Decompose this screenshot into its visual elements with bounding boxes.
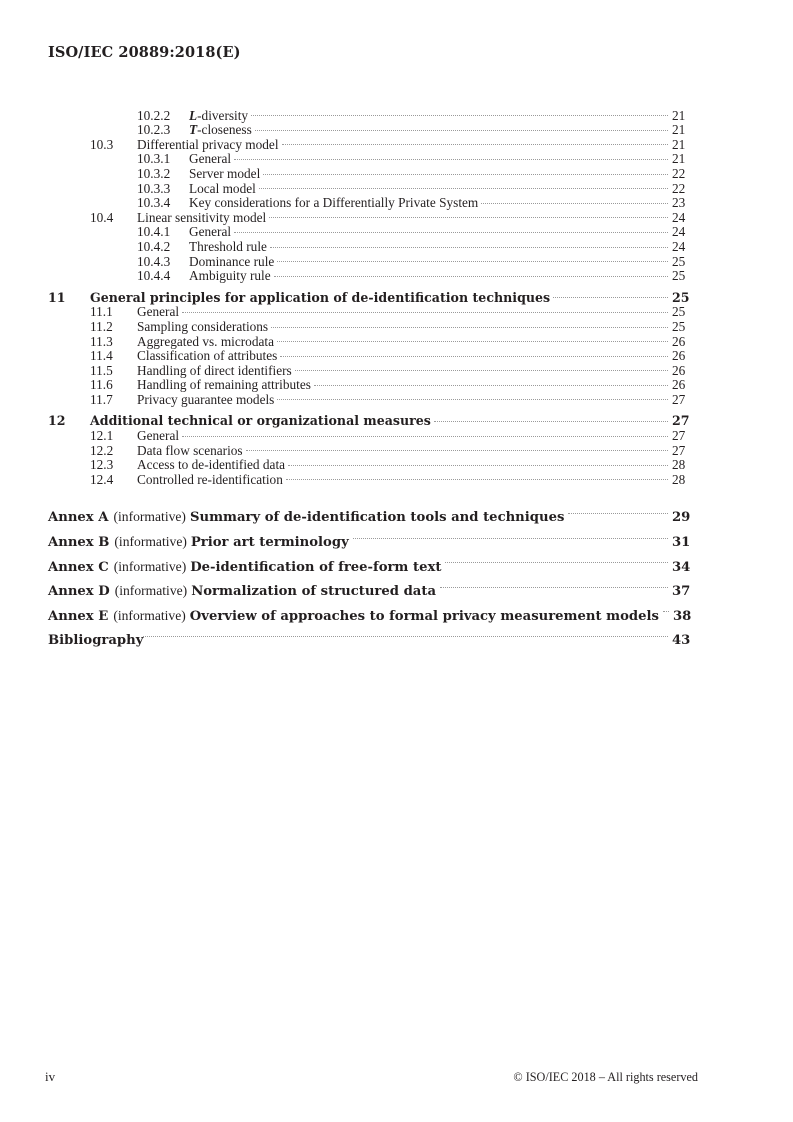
toc-entry-title: Linear sensitivity model bbox=[137, 209, 267, 225]
toc-entry-title: General bbox=[137, 304, 180, 320]
toc-entry[interactable] bbox=[48, 316, 698, 334]
toc-entry-page: 26 bbox=[672, 377, 686, 393]
toc-entry[interactable] bbox=[48, 266, 698, 284]
toc-annex-page: 43 bbox=[672, 633, 691, 649]
toc-entry-number: 11 bbox=[48, 289, 66, 305]
toc-entry-page: 28 bbox=[672, 457, 686, 473]
toc-entry-title: Dominance rule bbox=[189, 253, 275, 269]
toc-dot-leader bbox=[277, 331, 668, 346]
toc-dot-leader bbox=[182, 425, 668, 440]
toc-entry-number: 10.3.4 bbox=[137, 195, 171, 211]
toc-entry-title: Handling of remaining attributes bbox=[137, 377, 311, 393]
toc-dot-leader bbox=[271, 316, 668, 331]
toc-entry-page: 25 bbox=[672, 253, 686, 269]
toc-annex-entry[interactable] bbox=[48, 620, 698, 649]
toc-entry[interactable] bbox=[48, 360, 698, 378]
toc-entry-page: 25 bbox=[672, 268, 686, 284]
toc-dot-leader bbox=[440, 571, 668, 596]
toc-entry-page: 24 bbox=[672, 224, 686, 240]
toc-dot-leader bbox=[246, 440, 668, 455]
toc-entry-number: 11.4 bbox=[90, 348, 113, 364]
toc-entry-number: 10.4.2 bbox=[137, 238, 171, 254]
running-header-standard-ref: ISO/IEC 20889:2018(E) bbox=[48, 44, 241, 61]
toc-entry-page: 21 bbox=[672, 151, 686, 167]
toc-entry-page: 24 bbox=[672, 209, 686, 225]
toc-dot-leader bbox=[234, 222, 668, 237]
toc-entry-title: General bbox=[189, 151, 232, 167]
toc-annex-list bbox=[48, 497, 698, 649]
toc-entry[interactable] bbox=[48, 236, 698, 254]
toc-annex-title: Summary of de-identification tools and techniques bbox=[189, 510, 565, 526]
toc-annex-page: 37 bbox=[672, 584, 691, 600]
toc-entry-number: 12 bbox=[48, 413, 66, 429]
toc-entry-number: 11.1 bbox=[90, 304, 113, 320]
toc-entry-number: 12.3 bbox=[90, 457, 114, 473]
toc-annex-kind: (informative) bbox=[113, 558, 187, 574]
toc-entry-number: 10.3.3 bbox=[137, 180, 171, 196]
toc-dot-leader bbox=[277, 389, 668, 404]
toc-dot-leader bbox=[251, 105, 668, 120]
toc-dot-leader bbox=[314, 375, 668, 390]
toc-entry-page: 21 bbox=[672, 136, 686, 152]
toc-entry-number: 11.5 bbox=[90, 362, 113, 378]
toc-entry-title: Data flow scenarios bbox=[137, 442, 243, 458]
toc-entry-number: 11.3 bbox=[90, 333, 113, 349]
toc-entry-title-rest: -diversity bbox=[197, 107, 249, 123]
toc-entry[interactable] bbox=[48, 207, 698, 225]
toc-entry-page: 21 bbox=[672, 122, 686, 138]
toc-annex-title: Prior art terminology bbox=[190, 535, 349, 551]
toc-entry-title: Aggregated vs. microdata bbox=[137, 333, 274, 349]
toc-dot-leader bbox=[481, 193, 668, 208]
toc-entry[interactable] bbox=[48, 302, 698, 320]
toc-annex-kind: (informative) bbox=[114, 534, 187, 550]
toc-annex-kind: (informative) bbox=[114, 583, 188, 599]
toc-entry[interactable] bbox=[48, 120, 698, 138]
toc-entry-page: 27 bbox=[672, 413, 690, 429]
toc-entry-number: 12.1 bbox=[90, 428, 114, 444]
toc-dot-leader bbox=[445, 546, 668, 571]
toc-entry-page: 24 bbox=[672, 238, 686, 254]
toc-dot-leader bbox=[434, 411, 668, 426]
toc-entry[interactable] bbox=[48, 134, 698, 152]
toc-entry[interactable] bbox=[48, 375, 698, 393]
toc-annex-page: 31 bbox=[672, 535, 691, 551]
toc-entry-number: 12.2 bbox=[90, 442, 114, 458]
toc-entry-title-variable: L bbox=[189, 107, 198, 123]
toc-entry-title: Differential privacy model bbox=[137, 136, 279, 152]
toc-entry-title: Access to de-identified data bbox=[137, 457, 286, 473]
toc-annex-label: Annex A bbox=[48, 510, 109, 526]
toc-entry[interactable] bbox=[48, 193, 698, 211]
toc-entry-page: 26 bbox=[672, 333, 686, 349]
toc-annex-kind: (informative) bbox=[113, 509, 186, 525]
toc-entry-page: 28 bbox=[672, 471, 686, 487]
toc-entry-number: 12.4 bbox=[90, 471, 114, 487]
toc-entry-number: 10.4.4 bbox=[137, 268, 171, 284]
toc-annex-label: Annex B bbox=[48, 535, 110, 551]
toc-entry-page: 27 bbox=[672, 442, 686, 458]
toc-entry-page: 27 bbox=[672, 428, 686, 444]
toc-dot-leader bbox=[286, 469, 668, 484]
toc-entry-title bbox=[189, 123, 255, 138]
toc-dot-leader bbox=[270, 236, 668, 251]
toc-annex-title: Normalization of structured data bbox=[191, 584, 436, 600]
toc-entry-title: Privacy guarantee models bbox=[137, 391, 275, 407]
toc-entry-title: Ambiguity rule bbox=[189, 268, 271, 284]
toc-entry[interactable] bbox=[48, 149, 698, 167]
toc-entry-number: 10.4.3 bbox=[137, 253, 171, 269]
toc-entry-title-variable: T bbox=[189, 122, 198, 138]
toc-entry[interactable] bbox=[48, 163, 698, 181]
toc-entry-page: 25 bbox=[672, 289, 690, 305]
toc-dot-leader bbox=[182, 302, 668, 317]
toc-entry-title: Controlled re-identification bbox=[137, 471, 283, 487]
toc-entry-title: Handling of direct identifiers bbox=[137, 362, 292, 378]
toc-entry[interactable] bbox=[48, 469, 698, 487]
toc-annex-label: Annex E bbox=[48, 608, 109, 624]
toc-entry-title: Additional technical or organizational measures bbox=[90, 413, 431, 429]
toc-entry-list bbox=[48, 105, 698, 487]
toc-dot-leader bbox=[255, 120, 668, 135]
toc-entry-number: 10.2.3 bbox=[137, 122, 171, 138]
toc-entry-title bbox=[189, 109, 251, 124]
toc-entry[interactable] bbox=[48, 440, 698, 458]
toc-annex-page: 38 bbox=[672, 608, 692, 624]
toc-entry-page: 27 bbox=[672, 391, 686, 407]
toc-annex-title: Overview of approaches to formal privacy measurement models bbox=[189, 608, 659, 624]
toc-entry[interactable] bbox=[48, 105, 698, 123]
toc-dot-leader bbox=[282, 134, 668, 149]
toc-entry-page: 22 bbox=[672, 180, 686, 196]
toc-entry-page: 25 bbox=[672, 318, 686, 334]
footer-copyright: © ISO/IEC 2018 – All rights reserved bbox=[513, 1070, 698, 1084]
toc-entry-title: Classification of attributes bbox=[137, 348, 278, 364]
toc-entry[interactable] bbox=[48, 331, 698, 349]
toc-entry-title: Sampling considerations bbox=[137, 318, 269, 334]
toc-annex-kind: (informative) bbox=[113, 607, 186, 623]
toc-entry-page: 23 bbox=[672, 195, 686, 211]
toc-entry[interactable] bbox=[48, 455, 698, 473]
toc-entry-number: 11.7 bbox=[90, 391, 113, 407]
toc-entry-number: 10.4.1 bbox=[137, 224, 171, 240]
toc-entry[interactable] bbox=[48, 178, 698, 196]
toc-dot-leader bbox=[568, 497, 668, 522]
toc-dot-leader bbox=[274, 266, 668, 281]
toc-dot-leader bbox=[280, 346, 668, 361]
toc-entry-number: 11.6 bbox=[90, 377, 113, 393]
toc-entry-number: 10.3.2 bbox=[137, 165, 171, 181]
toc-entry-page: 26 bbox=[672, 362, 686, 378]
footer-page-number: iv bbox=[45, 1069, 56, 1084]
toc-entry-number: 10.4 bbox=[90, 209, 114, 225]
toc-dot-leader bbox=[288, 455, 668, 470]
toc-annex-title: De-identification of free-form text bbox=[190, 559, 442, 575]
toc-entry-page: 25 bbox=[672, 304, 686, 320]
toc-annex-page: 34 bbox=[672, 559, 691, 575]
table-of-contents bbox=[48, 105, 698, 649]
toc-dot-leader bbox=[553, 287, 668, 302]
toc-entry[interactable] bbox=[48, 389, 698, 407]
toc-entry-title: General principles for application of de-identification techniques bbox=[90, 289, 551, 305]
toc-dot-leader bbox=[269, 207, 668, 222]
toc-dot-leader bbox=[263, 163, 668, 178]
toc-entry[interactable] bbox=[48, 222, 698, 240]
toc-annex-label: Bibliography bbox=[48, 633, 144, 649]
toc-entry-title: Key considerations for a Differentially Private System bbox=[189, 195, 479, 211]
toc-annex-label: Annex C bbox=[48, 559, 109, 575]
toc-entry[interactable] bbox=[48, 287, 698, 305]
toc-dot-leader bbox=[353, 521, 668, 546]
toc-entry-title: Server model bbox=[189, 165, 261, 181]
toc-entry-number: 10.2.2 bbox=[137, 107, 171, 123]
toc-entry-number: 11.2 bbox=[90, 318, 113, 334]
toc-entry[interactable] bbox=[48, 346, 698, 364]
toc-entry-page: 26 bbox=[672, 348, 686, 364]
toc-entry-page: 21 bbox=[672, 107, 686, 123]
toc-dot-leader bbox=[143, 620, 668, 645]
toc-dot-leader bbox=[259, 178, 668, 193]
toc-annex-label: Annex D bbox=[48, 584, 110, 600]
toc-entry-number: 10.3.1 bbox=[137, 151, 171, 167]
toc-annex-entry[interactable] bbox=[48, 497, 698, 526]
toc-entry-title-rest: -closeness bbox=[197, 122, 252, 138]
toc-entry-number: 10.3 bbox=[90, 136, 114, 152]
toc-entry-page: 22 bbox=[672, 165, 686, 181]
toc-entry-title: Threshold rule bbox=[189, 238, 267, 254]
toc-entry[interactable] bbox=[48, 251, 698, 269]
toc-dot-leader bbox=[295, 360, 668, 375]
toc-entry[interactable] bbox=[48, 411, 698, 429]
toc-entry-title: Local model bbox=[189, 180, 256, 196]
toc-entry-title: General bbox=[189, 224, 232, 240]
toc-annex-page: 29 bbox=[672, 510, 691, 526]
toc-entry[interactable] bbox=[48, 425, 698, 444]
toc-dot-leader bbox=[234, 149, 668, 164]
toc-entry-title: General bbox=[137, 428, 180, 444]
toc-dot-leader bbox=[277, 251, 668, 266]
toc-dot-leader bbox=[663, 595, 669, 620]
